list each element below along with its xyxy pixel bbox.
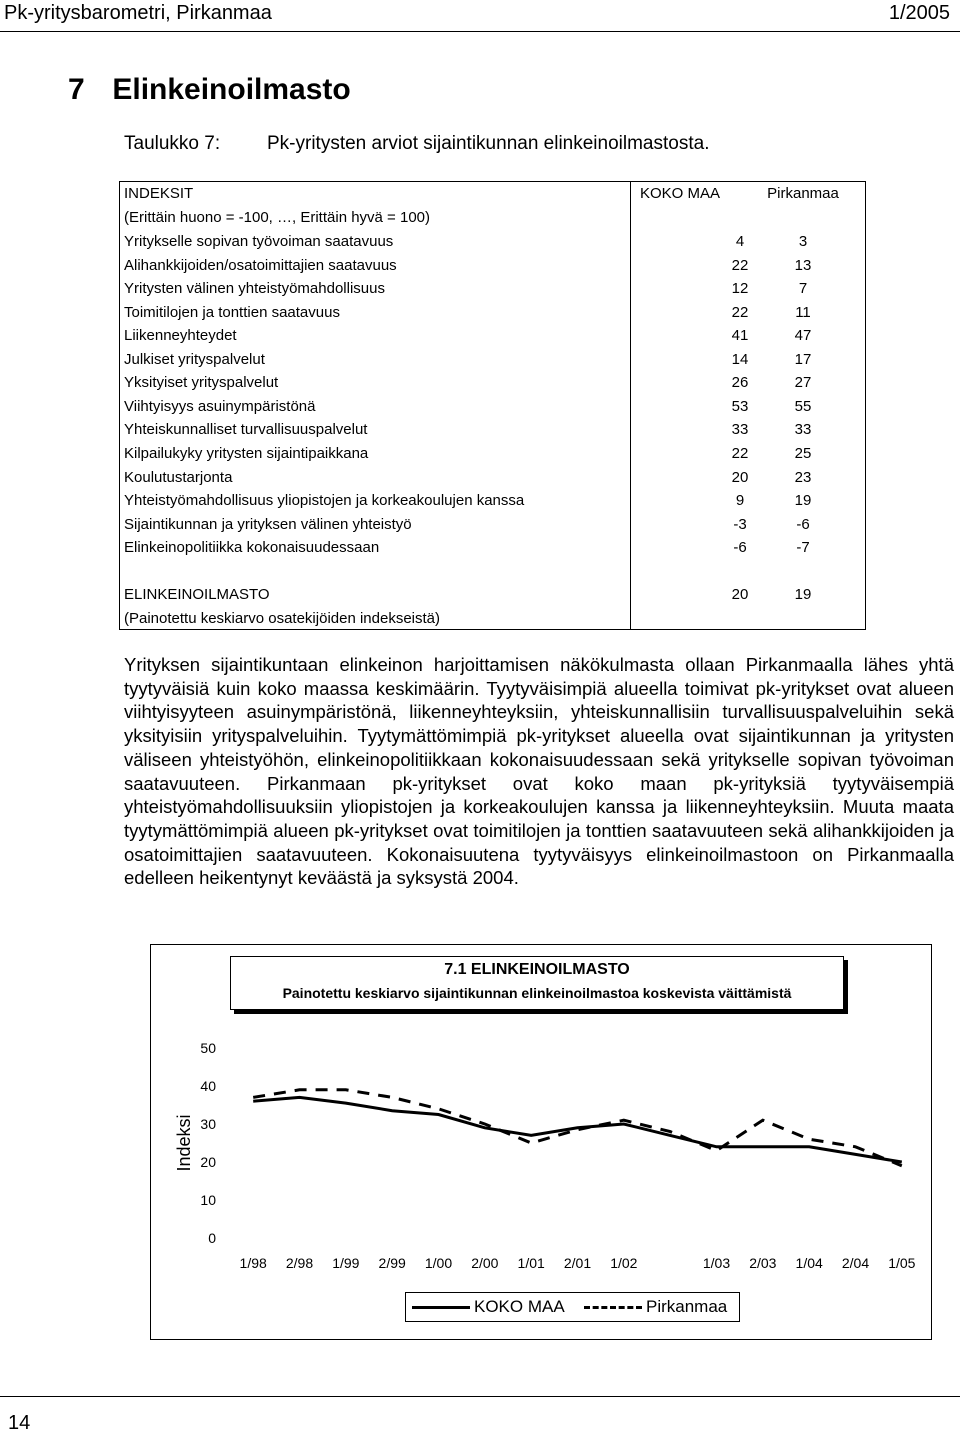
row-value-koko-maa: 9: [735, 492, 745, 510]
table-header-pirkanmaa: Pirkanmaa: [767, 185, 839, 202]
row-value-pirkanmaa: 13: [794, 256, 812, 274]
table-row: [120, 442, 865, 465]
row-value-pirkanmaa: 27: [794, 374, 812, 392]
table-row: [120, 395, 865, 418]
x-tick-label: 1/05: [888, 1255, 916, 1271]
row-value-koko-maa: -6: [733, 539, 747, 557]
row-value-pirkanmaa: 17: [794, 350, 812, 368]
table-row: [120, 536, 865, 559]
row-label: Yhteistyömahdollisuus yliopistojen ja korkeakoulujen kanssa: [124, 492, 525, 510]
summary-label: ELINKEINOILMASTO: [124, 586, 270, 603]
chart-subtitle: Painotettu keskiarvo sijaintikunnan elinkeinoilmastoa koskevista väittämistä: [282, 985, 792, 1001]
x-tick-label: 1/01: [517, 1255, 545, 1271]
row-value-koko-maa: 26: [731, 374, 749, 392]
y-tick-label: 0: [208, 1230, 216, 1246]
row-value-koko-maa: 12: [731, 280, 749, 298]
table-summary-note-row: [120, 607, 865, 630]
row-value-koko-maa: 22: [731, 256, 749, 274]
summary-koko-maa: 20: [731, 586, 749, 603]
row-value-koko-maa: 4: [735, 233, 745, 250]
row-value-koko-maa: 14: [731, 350, 749, 368]
legend-solid-line-swatch: [412, 1306, 470, 1309]
row-value-koko-maa: -3: [733, 515, 747, 533]
legend-label-pirkanmaa: Pirkanmaa: [646, 1297, 728, 1316]
y-tick-label: 50: [200, 1040, 216, 1056]
chart-legend: [405, 1292, 740, 1322]
table-caption-label: Taulukko 7:: [124, 133, 221, 154]
body-paragraph: Yrityksen sijaintikuntaan elinkeinon harjoittamisen näkökulmasta ollaan Pirkanmaalla lähes yhtä tyytyväisiä kuin koko maassa keskimäärin. Tyytyväisimpiä alueella toimivat pk-yritykset ovat alueen viihtyisyyteen asuinympäristönä, liikenneyhteyksiin, yhteiskunnallisiin turvallisuuspalveluihin sekä yksityisiin yrityspalveluihin. Tyytymättömimpiä pk-yritykset alueella ovat sijaintikunnan ja yritysten väliseen yhteistyöhön, elinkeinopolitiikkaan kokonaisuudessaan sekä yritykselle sopivan työvoiman saatavuuteen. Pirkanmaan pk-yritykset ovat koko maan pk-yrityksiä tyytyväisempiä yhteistyömahdollisuuksiin yliopistojen ja korkeakoulujen kanssa ja liikenneyhteyksiin. Muuta maata tyytymättömimpiä alueen pk-yritykset ovat toimitilojen ja tonttien saatavuuteen sekä alihankkijoiden ja osatoimittajien saatavuuteen. Kokonaisuutena tyytyväisyys elinkeinoilmastoon on Pirkanmaalla edelleen heikentynyt keväästä ja syksystä 2004.: [124, 654, 954, 889]
table-row: [120, 230, 865, 253]
table-scale-note-row: [120, 206, 865, 229]
section-number: 7: [68, 73, 85, 106]
row-value-koko-maa: 41: [731, 327, 749, 345]
row-value-koko-maa: 22: [731, 303, 749, 321]
table-header-label: INDEKSIT: [124, 185, 194, 202]
x-tick-label: 1/00: [424, 1255, 453, 1271]
row-value-pirkanmaa: 55: [794, 397, 812, 415]
row-value-koko-maa: 53: [731, 397, 749, 415]
row-label: Viihtyisyys asuinympäristönä: [124, 397, 316, 415]
section-title: Elinkeinoilmasto: [112, 73, 351, 106]
row-label: Yhteiskunnalliset turvallisuuspalvelut: [124, 421, 368, 439]
row-value-pirkanmaa: 3: [798, 233, 808, 250]
row-label: Kilpailukyky yritysten sijaintipaikkana: [124, 444, 369, 462]
x-tick-label: 2/01: [563, 1255, 592, 1271]
y-tick-label: 40: [200, 1078, 216, 1094]
series-line-koko-maa: [253, 1097, 902, 1162]
table-row: [120, 418, 865, 441]
summary-pirkanmaa: 19: [794, 586, 812, 603]
table-row: [120, 371, 865, 394]
row-value-pirkanmaa: 7: [798, 280, 808, 298]
row-label: Liikenneyhteydet: [124, 327, 237, 345]
row-label: Sijaintikunnan ja yrityksen välinen yhteistyö: [124, 515, 412, 533]
table-row: [120, 466, 865, 489]
table-header-koko-maa: KOKO MAA: [639, 185, 721, 202]
footer-rule: [0, 1396, 960, 1397]
row-label: Yritysten välinen yhteistyömahdollisuus: [124, 280, 385, 298]
page-number: 14: [8, 1412, 31, 1434]
legend-label-koko-maa: KOKO MAA: [474, 1297, 565, 1316]
y-axis-label: Indeksi: [174, 1114, 194, 1172]
table-row: [120, 277, 865, 300]
table-scale-note: (Erittäin huono = -100, …, Erittäin hyvä = 100): [124, 209, 430, 226]
x-tick-label: 2/04: [841, 1255, 870, 1271]
x-tick-label: 2/99: [378, 1255, 406, 1271]
table-row: [120, 513, 865, 536]
index-table: [119, 181, 866, 630]
table-row: [120, 348, 865, 371]
x-tick-label: 1/99: [332, 1255, 360, 1271]
row-value-pirkanmaa: 11: [795, 303, 811, 321]
row-label: Yritykselle sopivan työvoiman saatavuus: [124, 233, 394, 250]
row-label: Yksityiset yrityspalvelut: [124, 374, 279, 392]
row-value-koko-maa: 20: [731, 468, 749, 486]
y-tick-label: 30: [200, 1116, 216, 1132]
chart-title-box: [230, 956, 844, 1010]
row-label: Koulutustarjonta: [124, 468, 233, 486]
x-tick-label: 2/03: [749, 1255, 777, 1271]
row-value-pirkanmaa: 25: [794, 444, 812, 462]
x-tick-label: 1/04: [795, 1255, 823, 1271]
header-publication-title: Pk-yritysbarometri, Pirkanmaa: [4, 2, 272, 24]
row-label: Alihankkijoiden/osatoimittajien saatavuus: [124, 256, 397, 274]
page-header: [0, 0, 960, 32]
table-summary-row: [120, 583, 865, 606]
row-label: Elinkeinopolitiikka kokonaisuudessaan: [124, 539, 380, 557]
row-value-pirkanmaa: 23: [794, 468, 812, 486]
row-label: Toimitilojen ja tonttien saatavuus: [124, 303, 340, 321]
legend-dashed-line-swatch: [584, 1306, 642, 1309]
x-tick-label: 1/02: [610, 1255, 638, 1271]
y-tick-label: 10: [200, 1192, 216, 1208]
table-caption-text: Pk-yritysten arviot sijaintikunnan elinkeinoilmastosta.: [267, 133, 710, 154]
row-value-pirkanmaa: 33: [794, 421, 812, 439]
table-header-row: [120, 182, 865, 205]
header-issue: 1/2005: [888, 2, 950, 24]
row-value-pirkanmaa: -7: [796, 539, 810, 557]
y-tick-label: 20: [200, 1154, 216, 1170]
line-chart: [150, 1015, 930, 1285]
table-column-divider: [865, 182, 866, 629]
row-value-koko-maa: 22: [731, 444, 749, 462]
row-label: Julkiset yrityspalvelut: [124, 350, 265, 368]
chart-title: 7.1 ELINKEINOILMASTO: [444, 961, 630, 978]
row-value-pirkanmaa: 47: [794, 327, 812, 345]
row-value-pirkanmaa: 19: [794, 492, 812, 510]
x-tick-label: 1/98: [239, 1255, 267, 1271]
row-value-koko-maa: 33: [731, 421, 749, 439]
table-row: [120, 254, 865, 277]
x-tick-label: 1/03: [702, 1255, 731, 1271]
x-tick-label: 2/98: [285, 1255, 314, 1271]
x-tick-label: 2/00: [471, 1255, 499, 1271]
table-row: [120, 324, 865, 347]
section-heading: [68, 73, 351, 107]
summary-note: (Painotettu keskiarvo osatekijöiden indekseistä): [124, 610, 441, 627]
row-value-pirkanmaa: -6: [796, 515, 810, 533]
table-row: [120, 301, 865, 324]
table-row: [120, 489, 865, 512]
